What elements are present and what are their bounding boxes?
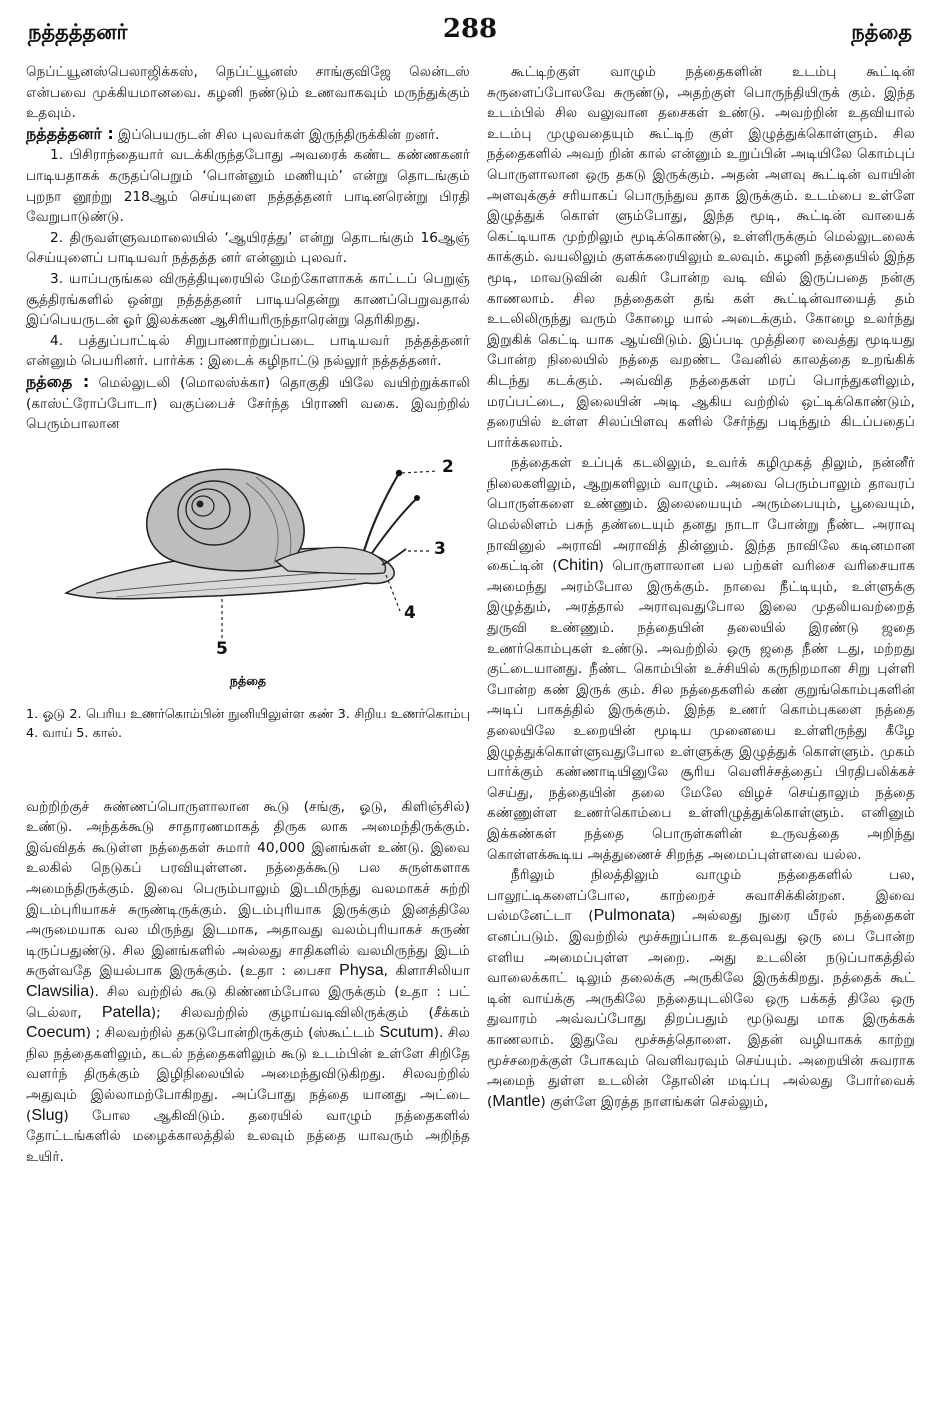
entry-heading: நத்தத்தனர் :: [26, 123, 114, 143]
text-run: வற்றிற்குச் சுண்ணப்பொருளாலான கூடு (சங்கு, ஓடு, கிளிஞ்சில்) உண்டு. அந்தக்கூடு சாதாரணமாகத் திருக லாக அமைந்திருக்கும். இவ்விதக் கூடுள்ள நத்தைகள் சுமார் 40,000 இனங்கள் உண்டு. இவை உலகில் நெடுகப் பரவியுள்ளன. நத்தைக்கூடு பல சுருள்களாக அமைந்திருக்கும். இவை பெரும்பாலும் இடமிருந்து வலமாகச் சுற்றி இடம்புரியாகச் சுருண்டிருக்கும். இடம்புரியாக இருக்கும் இனத்திலே அருமையாக வல மிருந்து இடமாக, அதாவது வலம்புரியாகச் சுருண் டிருப்பதுண்டு. சில இனங்களில் அல்லது சாதிகளில் வலமிருந்து இடம் சுருள்வதே இயல்பாக இருக்கும். (உதா : பைசா: [26, 798, 470, 980]
page-header: [28, 14, 912, 54]
list-item-1: 1. பிசிராந்தையார் வடக்கிருந்தபோது அவரைக் கண்ட கண்ணகனர் பாடியதாகக் கருதப்பெறும் ‘பொன்னும் மணியும்’ என்று தொடங்கும் புறநா னூற்று 218ஆம் செய்யுளை நத்தத்தனர் பாடினரென்று பிரதி வேறுபாடுண்டு.: [26, 147, 470, 226]
text-run: ) அல்லது நுரை யீரல் நத்தைகள் எனப்படும். இவற்றில் மூச்சுறுப்பாக உதவுவது ஒரு பை போன்ற எளிய அமைப்புள்ள அறை. அது உடலின் நடுப்பாகத்தில் வாலைக்காட் டிலும் தலைக்கு அருகிலே இருக்கிறது. நத்தைக் கூட் டின் வாய்க்கு அருகிலே நத்தையுடலிலே ஒரு பக்கத் திலே ஒரு துவாரம் அவ்வப்போது திறப்பதும் மூடுவது மாக இருக்கக் காணலாம். இதுவே மூச்சுத்தொளை. இதன் வழியாகக் காற்று மூச்சறைக்குள் போகவும் வெளிவரவும் செய்யும். அறையின் சுவராக அமைந் துள்ள உடலின் தோலின் மடிப்பு அல்லது போர்வைக் (: [487, 908, 916, 1110]
text-run: ) போல ஆகிவிடும். தரையில் வாழும் நத்தைகளில் தோட்டங்களில் மழைக்காலத்தில் உலவும் நத்தை யாவரும் அறிந்த உயிர்.: [26, 1107, 470, 1165]
text-run: ) ; சிலவற்றில் தகடுபோன்றிருக்கும் (ஸ்கூட்டம்: [85, 1025, 380, 1042]
latin-term: Patella: [101, 1003, 151, 1021]
figure-label-5: 5: [216, 638, 228, 659]
spacer: [26, 743, 470, 797]
latin-term: Pulmonata: [593, 907, 671, 925]
latin-term: Scutum: [379, 1024, 434, 1042]
figure-caption: 1. ஓடு 2. பெரிய உணர்கொம்பின் நுனியிலுள்ள கண் 3. சிறிய உணர்கொம்பு 4. வாய் 5. கால்.: [26, 706, 470, 741]
text-run: ); சிலவற்றில் குழாய்வடிவிலிருக்கும் (சீக்கம்: [150, 1004, 470, 1021]
figure-label-3: 3: [434, 538, 446, 559]
running-head-left: நத்தத்தனர்: [28, 20, 128, 44]
entry-intro: மெல்லுடலி (மொலஸ்க்கா) தொகுதி யிலே வயிற்றுக்காலி (காஸ்ட்ரோப்போடா) வகுப்பைச் சேர்ந்த பிராணி வகை. இவற்றில் பெரும்பாலான: [26, 374, 470, 433]
entry-heading: நத்தை :: [26, 371, 90, 391]
paragraph-habitat-feeding: [487, 453, 915, 865]
text-run: ). சில வற்றில் கூடு கிண்ணம்போல இருக்கும் (உதா : பட் டெல்லா,: [26, 984, 470, 1021]
figure-label-2: 2: [442, 456, 454, 477]
list-item-4: 4. பத்துப்பாட்டில் சிறுபாணாற்றுப்படை பாடியவர் நத்தத்தனர் என்னும் பெயரினர். பார்க்க : இடைக் கழிநாட்டு நல்லூர் நத்தத்தனர்.: [26, 332, 470, 370]
text-run: நீரிலும் நிலத்திலும் வாழும் நத்தைகளில் பல, பாலூட்டிகளைப்போல, காற்றைச் சுவாசிக்கின்றன. இவை பல்மனேட்டா (: [487, 867, 915, 925]
running-head-right: நத்தை: [851, 20, 912, 44]
paragraph-body-shell: கூட்டிற்குள் வாழும் நத்தைகளின் உடம்பு கூட்டின் சுருளைப்போலவே சுருண்டு, அதற்குள் பொருந்தியிருக் கும். இந்த உடம்பில் சில வலுவான தசைகள் உண்டு. அவற்றின் உதவியால் உடம்பு முழுவதையும் கூட்டிற் குள் இழுத்துக்கொள்ளும். சில நத்தைகளில் அவற் றின் கால் என்னும் உறுப்பின் அடியிலே கொம்புப் பொருளாலான ஒரு தகடு இருக்கும். அதன் அளவு கூட்டின் வாயின் அளவுக்குச் சரியாகப் பொருந்துவ தாக இருக்கும். உடம்பை உள்ளே இழுத்துக் கொள் ளும்போது, இந்த மூடி, கூட்டின் வாயைக் கெட்டியாக முற்றிலும் மூடிக்கொண்டு, உள்ளிருக்கும் மெல்லுடலைக் காக்கும். வயலிலும் குளக்கரையிலும் உலவும். கழனி நத்தையில் இந்த மூடி, மாவடுவின் வகிர் போன்ற வடி வில் இருப்பதை நன்கு காணலாம். சில நத்தைகள் தங் கள் கூட்டின்வாயைத் தம் உடலிலிருந்து வரும் கோழை யால் அடைக்கும். கோழை உலர்ந்து இறுகிக் கெட்டி யாக ஆய்விடும். இப்படி முத்திரை வைத்து மூடியது போன்ற நிலையில் நத்தை வறண்ட வேனில் காலத்தை உறங்கிக் கிடந்து கடக்கும். அவ்வித நத்தைகள் மரப் பொந்துகளிலும், மரப்பட்டை, இலையின் அடி ஆகிய வற்றில் ஒட்டிக்கொண்டும், தரையில் உள்ள சிலப்பிளவு களில் சேர்ந்து படிந்தும் கிடப்பதைப் பார்க்கலாம்.: [487, 64, 915, 451]
latin-term: Coecum: [26, 1024, 86, 1042]
paragraph-shells: [26, 797, 470, 1168]
latin-term: Clawsilia: [26, 983, 90, 1001]
snail-figure: [26, 443, 470, 705]
latin-term: Chitin: [557, 557, 599, 575]
list-item-3: 3. யாப்பருங்கல விருத்தியுரையில் மேற்கோளாகக் காட்டப் பெறுஞ் சூத்திரங்களில் ஒன்று நத்தத்தனர் பாடியதென்று காணப்பெறுவதால் இப்பெயருடன் ஓர் இலக்கண ஆசிரியரிருந்தாரென்று தெரிகிறது.: [26, 270, 470, 329]
text-run: நத்தைகள் உப்புக் கடலிலும், உவர்க் கழிமுகத் திலும், நன்னீர் நிலைகளிலும், ஆறுகளிலும் வாழும். அவை பெரும்பாலும் தாவரப் பொருள்களை உண்ணும். இலையையும் அரும்பையும், பூவையும், மெல்லிளம் பசுந் தண்டையும் தனது நாடா போன்று நீண்ட அராவு நாவினுல் அராவி அராவித் தின்னும். இந்த நாவிலே கடினமான கைட்டின் (: [487, 455, 915, 575]
latin-term: Physa: [339, 962, 384, 980]
latin-term: Slug: [31, 1106, 64, 1124]
right-column: [487, 62, 915, 1112]
left-column: [26, 62, 470, 1167]
latin-term: Mantle: [492, 1092, 541, 1110]
text-run: , கிளாசிலியா: [383, 963, 471, 980]
entry-naththaththanar: [26, 124, 470, 146]
text-run: ). சில நில நத்தைகளிலும், கடல் நத்தைகளிலும் கூடு உடம்பின் உள்ளே சிறிதே வளர்ந் திருக்கும் இழிநிலையில் அமைந்துவிடுகிறது. சிலவற்றில் அதுவும் இல்லாமற்போகிறது. அப்போது நத்தை யானது அட்டை (: [26, 1025, 470, 1124]
text-run: ) பொருளாலான பல பற்கள் வரிசை வரிசையாக அமைந்து அரம்போல இருக்கும். நாவை நீட்டியும், உள்ளுக்கு இழுத்தும், அரத்தால் அராவுவதுபோல இலை முதலியவற்றைத் துருவி உண்ணும். நத்தையின் தலையில் இரண்டு ஜதை உணர்கொம்புகள் உண்டு. அவற்றில் ஒரு ஜதை நீண் டது, மற்றது குட்டையானது. நீண்ட கொம்பின் உச்சியில் கருநிறமான சிறு புள்ளி போன்ற கண் இருக் கும். சில நத்தைகளில் கண் குறுங்கொம்புகளின் அடிப் பாகத்தில் இருக்கும். இந்த உணர் கொம்புகளை நத்தை தலையிலே உறையின் மூடிய முனையை உள்ளிருந்து கீழே இழுத்துக்கொள்ளுவதுபோல உள்ளுக்கு இழுத்துக் கொள்ளும். முகம் பார்க்கும் கண்ணாடியினுலே சூரிய வெளிச்சத்தைப் பிரதிபலிக்கச் செய்து, நத்தையின் தலை மேலே விழச் செய்தாலும் நத்தை கண்ணுள்ள உணர்கொம்பை உள்ளிழுத்துக்கொள்ளும். எனினும் இக்கண்கள் நத்தை பொருள்களின் உருவத்தை அறிந்து கொள்ளக்கூடிய அத்துணைச் சிறந்த அமைப்புள்ளவை யல்ல.: [487, 558, 915, 863]
paragraph-crab-continued: நெப்ட்யூனஸ்பெலாஜிக்கஸ், நெப்ட்யூனஸ் சாங்குவிஜே லென்டஸ் என்பவை முக்கியமானவை. கழனி நண்டும் உணவாகவும் மருந்துக்கும் உதவும்.: [26, 64, 470, 122]
figure-label-4: 4: [404, 602, 416, 623]
paragraph-respiration: [487, 865, 915, 1112]
text-run: ) குள்ளே இரத்த நாளங்கள் செல்லும்,: [540, 1093, 769, 1110]
snail-illustration: [26, 443, 470, 668]
page-number: 288: [442, 14, 498, 44]
entry-snail: [26, 372, 470, 435]
figure-title: நத்தை: [229, 672, 267, 688]
entry-intro: இப்பெயருடன் சில புலவர்கள் இருந்திருக்கின் றனர்.: [113, 126, 440, 143]
list-item-2: 2. திருவள்ளுவமாலையில் ‘ஆயிரத்து’ என்று தொடங்கும் 16ஆஞ் செய்யுளைப் பாடியவர் நத்தத்த னர் என்னும் புலவர்.: [26, 229, 470, 267]
